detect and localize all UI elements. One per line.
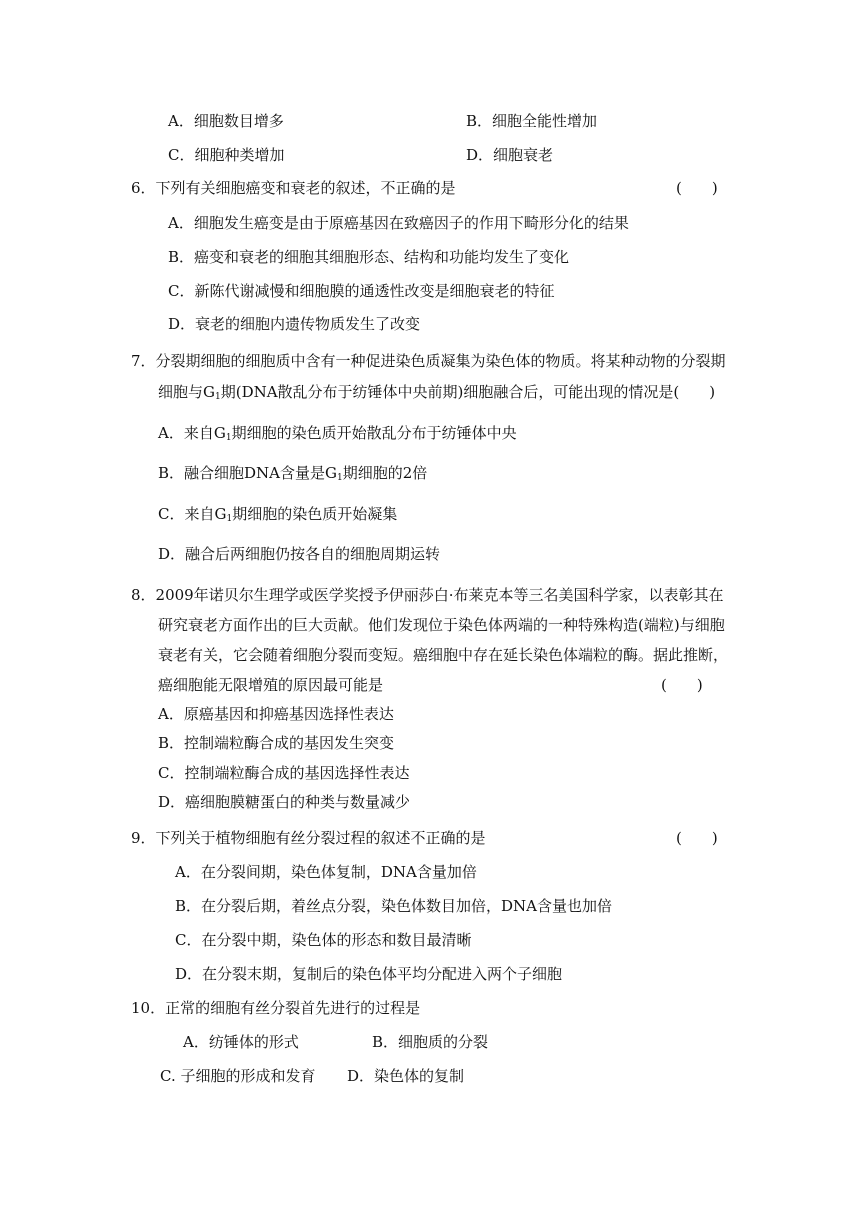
q5-option-b: B．细胞全能性增加 [466, 112, 598, 130]
q10-option-d: D．染色体的复制 [347, 1067, 465, 1085]
q6-answer-paren: ( ) [676, 179, 718, 197]
q7-stem-line-1: 7．分裂期细胞的细胞质中含有一种促进染色质凝集为染色体的物质。将某种动物的分裂期 [131, 352, 726, 370]
q9-answer-paren: ( ) [676, 829, 718, 847]
q8-stem-line-4: 癌细胞能无限增殖的原因最可能是 [158, 676, 384, 694]
q6-option-a: A．细胞发生癌变是由于原癌基因在致癌因子的作用下畸形分化的结果 [168, 214, 629, 232]
q7-option-d: D．融合后两细胞仍按各自的细胞周期运转 [158, 545, 441, 563]
q9-stem: 9．下列关于植物细胞有丝分裂过程的叙述不正确的是 [131, 829, 486, 847]
q8-option-c: C．控制端粒酶合成的基因选择性表达 [158, 764, 410, 782]
q9-option-b: B．在分裂后期，着丝点分裂，染色体数目加倍，DNA含量也加倍 [175, 897, 613, 915]
q5-option-a: A．细胞数目增多 [168, 112, 284, 130]
q8-option-b: B．控制端粒酶合成的基因发生突变 [158, 734, 395, 752]
q10-option-b: B．细胞质的分裂 [372, 1033, 489, 1051]
q8-stem-line-2: 研究衰老方面作出的巨大贡献。他们发现位于染色体两端的一种特殊构造(端粒)与细胞 [158, 616, 725, 634]
q8-stem-line-1: 8．2009年诺贝尔生理学或医学奖授予伊丽莎白·布莱克本等三名美国科学家，以表彰其在 [131, 586, 724, 604]
q7-option-a: A．来自$G_1$期细胞的染色质开始散乱分布于纺锤体中央 [158, 424, 517, 443]
q9-option-d: D．在分裂末期，复制后的染色体平均分配进入两个子细胞 [175, 965, 563, 983]
q8-option-a: A．原癌基因和抑癌基因选择性表达 [158, 705, 394, 723]
q6-option-d: D．衰老的细胞内遗传物质发生了改变 [168, 315, 421, 333]
q6-option-c: C．新陈代谢减慢和细胞膜的通透性改变是细胞衰老的特征 [168, 282, 555, 300]
q9-option-c: C．在分裂中期，染色体的形态和数目最清晰 [175, 931, 472, 949]
q6-stem: 6．下列有关细胞癌变和衰老的叙述，不正确的是 [131, 179, 456, 197]
q8-stem-line-3: 衰老有关，它会随着细胞分裂而变短。癌细胞中存在延长染色体端粒的酶。据此推断， [158, 646, 729, 664]
q10-option-c: C. 子细胞的形成和发育 [160, 1067, 316, 1085]
q7-option-b: B．融合细胞DNA含量是$G_1$期细胞的2倍 [158, 464, 428, 483]
q7-option-c: C．来自$G_1$期细胞的染色质开始凝集 [158, 505, 398, 524]
q6-option-b: B．癌变和衰老的细胞其细胞形态、结构和功能均发生了变化 [168, 248, 570, 266]
q5-option-c: C．细胞种类增加 [168, 146, 285, 164]
q8-option-d: D．癌细胞膜糖蛋白的种类与数量减少 [158, 793, 411, 811]
q8-answer-paren: ( ) [661, 676, 703, 694]
q10-option-a: A．纺锤体的形式 [183, 1033, 299, 1051]
q5-option-d: D．细胞衰老 [466, 146, 554, 164]
q9-option-a: A．在分裂间期，染色体复制，DNA含量加倍 [175, 863, 477, 881]
q10-stem: 10．正常的细胞有丝分裂首先进行的过程是 [131, 999, 421, 1017]
q7-stem-line-2: 细胞与$G_1$期(DNA散乱分布于纺锤体中央前期)细胞融合后，可能出现的情况是( ) [158, 383, 716, 402]
